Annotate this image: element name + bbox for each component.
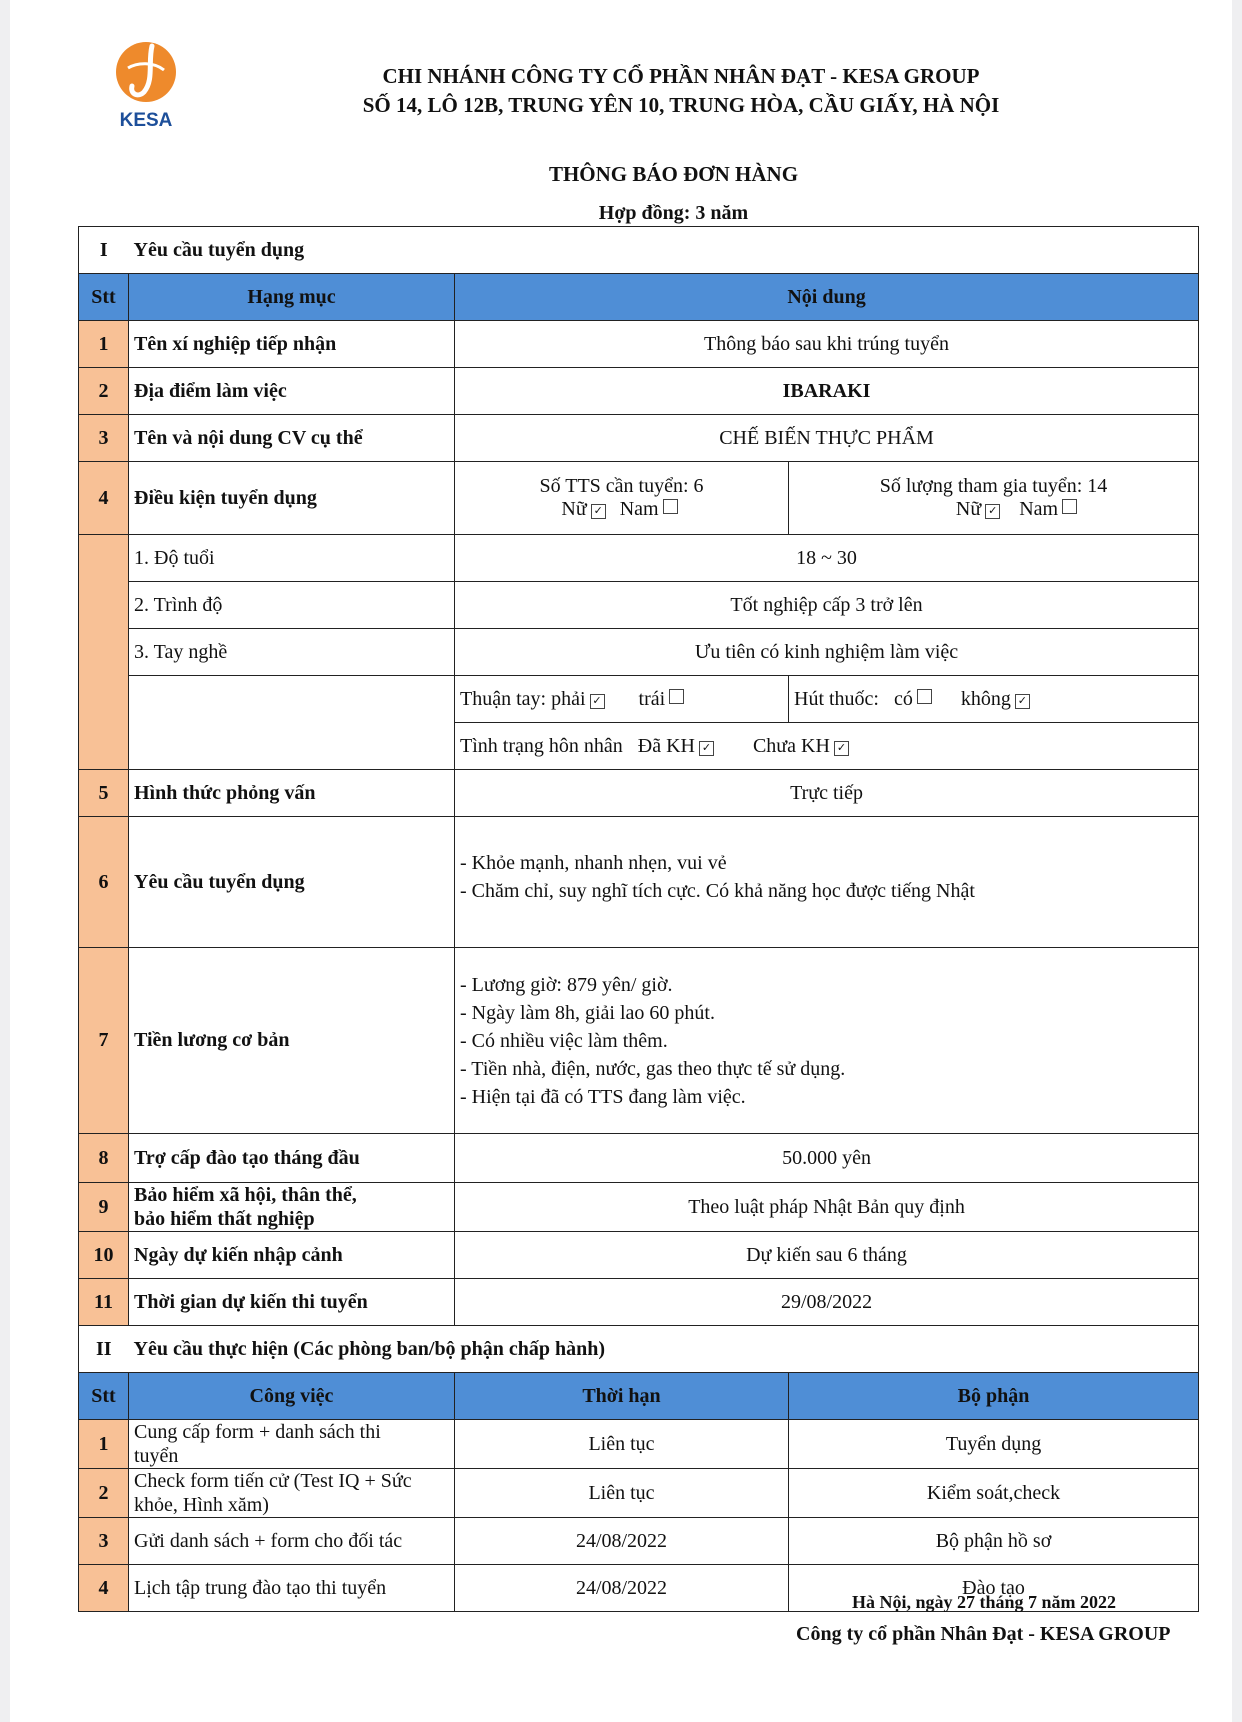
table-row: 8 Trợ cấp đào tạo tháng đầu 50.000 yên — [79, 1134, 1199, 1183]
table-row: 3. Tay nghề Ưu tiên có kinh nghiệm làm việc — [79, 629, 1199, 676]
table-row: 3 Gửi danh sách + form cho đối tác 24/08/2022 Bộ phận hồ sơ — [79, 1518, 1199, 1565]
salary-lines: - Lương giờ: 879 yên/ giờ. - Ngày làm 8h, giải lao 60 phút. - Có nhiều việc làm thêm. - Tiền nhà, điện, nước, gas theo thực tế sử dụng. - Hiện tại đã có TTS đang làm việc. — [455, 948, 1199, 1134]
handedness-cell: Thuận tay: phải ✓ trái — [455, 676, 789, 723]
smoking-cell: Hút thuốc: có không ✓ — [789, 676, 1199, 723]
table-row: 1 Cung cấp form + danh sách thi tuyển Liên tục Tuyển dụng — [79, 1420, 1199, 1469]
company-name: CHI NHÁNH CÔNG TY CỔ PHẦN NHÂN ĐẠT - KESA GROUP — [382, 64, 980, 88]
table-row: 2 Địa điểm làm việc IBARAKI — [79, 368, 1199, 415]
table-row: 10 Ngày dự kiến nhập cảnh Dự kiến sau 6 tháng — [79, 1232, 1199, 1279]
document-title: THÔNG BÁO ĐƠN HÀNG — [548, 162, 799, 186]
document-page — [10, 0, 1232, 1722]
issue-date: Hà Nội, ngày 27 tháng 7 năm 2022 — [852, 1592, 1117, 1612]
requirement-lines: - Khỏe mạnh, nhanh nhẹn, vui vẻ - Chăm chỉ, suy nghĩ tích cực. Có khả năng học được tiếng Nhật — [455, 817, 1199, 948]
contract-term: Hợp đồng: 3 năm — [598, 202, 749, 224]
single-checkbox[interactable]: ✓ — [834, 741, 849, 756]
table-row — [79, 723, 1199, 770]
female-checkbox[interactable]: ✓ — [985, 504, 1000, 519]
table-row: 5 Hình thức phỏng vấn Trực tiếp — [79, 770, 1199, 817]
male-checkbox[interactable] — [1062, 499, 1077, 514]
table-row: 3 Tên và nội dung CV cụ thể CHẾ BIẾN THỰC PHẨM — [79, 415, 1199, 462]
smoking-yes-checkbox[interactable] — [917, 689, 932, 704]
company-address: SỐ 14, LÔ 12B, TRUNG YÊN 10, TRUNG HÒA, CẦU GIẤY, HÀ NỘI — [362, 93, 1000, 117]
male-checkbox[interactable] — [663, 499, 678, 514]
table-row: 7 Tiền lương cơ bản - Lương giờ: 879 yên/ giờ. - Ngày làm 8h, giải lao 60 phút. - Có nhiều việc làm thêm. - Tiền nhà, điện, nước, gas theo thực tế sử dụng. - Hiện tại đã có TTS đang làm việc. — [79, 948, 1199, 1134]
table-row — [79, 676, 1199, 723]
order-table — [78, 226, 1199, 1612]
logo-text: KESA — [119, 110, 173, 131]
section-1-header: I Yêu cầu tuyển dụng — [79, 227, 1199, 274]
table-row: 2 Check form tiến cử (Test IQ + Sức khỏe, Hình xăm) Liên tục Kiểm soát,check — [79, 1469, 1199, 1518]
smoking-no-checkbox[interactable]: ✓ — [1015, 694, 1030, 709]
marital-status-cell: Tình trạng hôn nhân Đã KH ✓ Chưa KH ✓ — [455, 723, 1199, 770]
table-row: 9 Bảo hiểm xã hội, thân thể, bảo hiểm thất nghiệp Theo luật pháp Nhật Bản quy định — [79, 1183, 1199, 1232]
section-2-header: II Yêu cầu thực hiện (Các phòng ban/bộ phận chấp hành) — [79, 1326, 1199, 1373]
table-row: 2. Trình độ Tốt nghiệp cấp 3 trở lên — [79, 582, 1199, 629]
signer-company: Công ty cổ phần Nhân Đạt - KESA GROUP — [796, 1623, 1171, 1645]
left-hand-checkbox[interactable] — [669, 689, 684, 704]
table-row: 1 Tên xí nghiệp tiếp nhận Thông báo sau khi trúng tuyển — [79, 321, 1199, 368]
trainee-quota-cell: Số TTS cần tuyển: 6 Nữ ✓ Nam — [455, 462, 789, 535]
female-checkbox[interactable]: ✓ — [591, 504, 606, 519]
table-row: 4 Lịch tập trung đào tạo thi tuyển 24/08/2022 Đào tạo — [79, 1565, 1199, 1612]
right-hand-checkbox[interactable]: ✓ — [590, 694, 605, 709]
married-checkbox[interactable]: ✓ — [699, 741, 714, 756]
table-row: 4 Điều kiện tuyển dụng Số TTS cần tuyển: 6 Nữ ✓ Nam Số lượng tham gia tuyển: 14 Nữ ✓ Nam — [79, 462, 1199, 535]
candidate-count-cell: Số lượng tham gia tuyển: 14 Nữ ✓ Nam — [789, 462, 1199, 535]
table-header-row: Stt Hạng mục Nội dung — [79, 274, 1199, 321]
table-row: 1. Độ tuổi 18 ~ 30 — [79, 535, 1199, 582]
table-row: 6 Yêu cầu tuyển dụng - Khỏe mạnh, nhanh nhẹn, vui vẻ - Chăm chỉ, suy nghĩ tích cực. Có khả năng học được tiếng Nhật — [79, 817, 1199, 948]
table-header-row: Stt Công việc Thời hạn Bộ phận — [79, 1373, 1199, 1420]
table-row: 11 Thời gian dự kiến thi tuyển 29/08/2022 — [79, 1279, 1199, 1326]
